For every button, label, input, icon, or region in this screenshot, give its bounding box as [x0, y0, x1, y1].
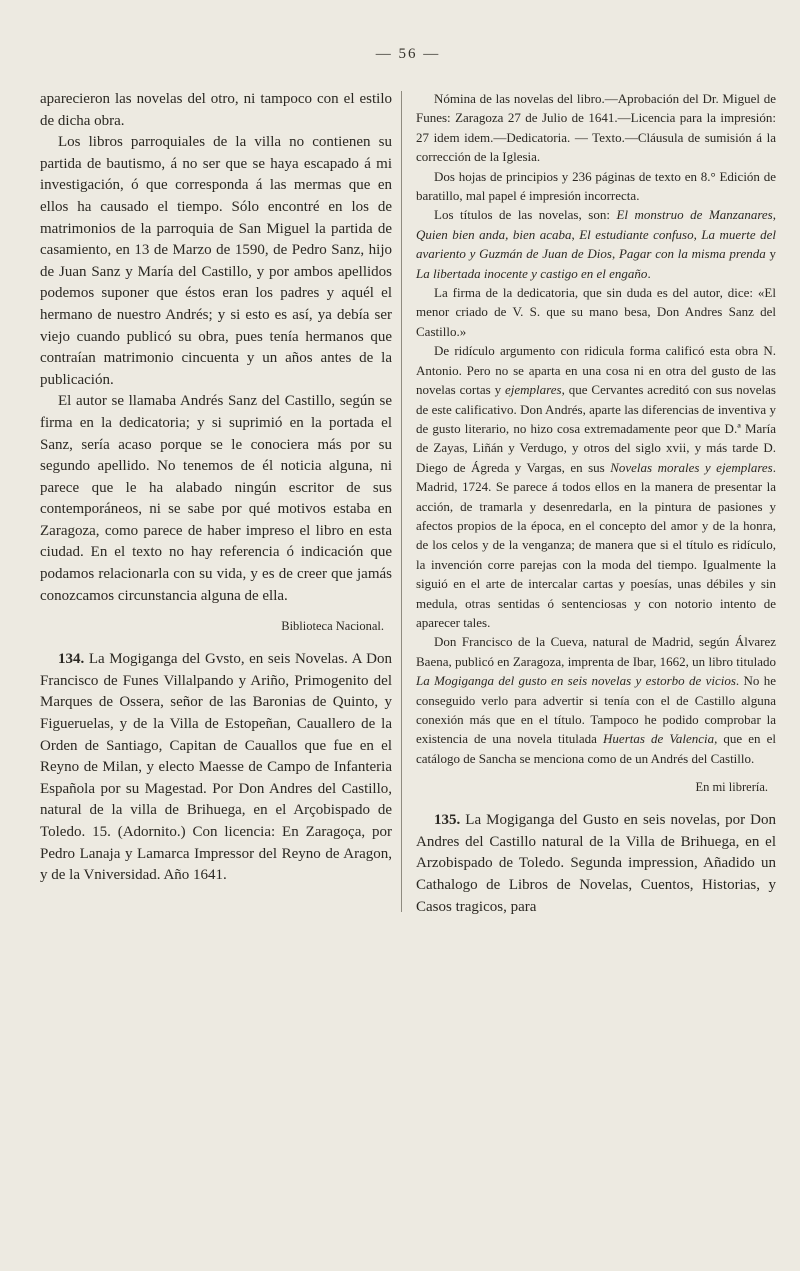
text-run: La libertada inocente y castigo en el engaño: [416, 265, 648, 281]
source-credit: [40, 617, 392, 635]
text-run: . Madrid, 1724. Se parece á todos ellos en la manera de presentar la acción, de tramarla y desenredarla, en la pintura de pasiones y afectos propios de la época, en el concepto del amor y de la honra, de los celos y de la venganza; de manera que si el título es ridículo, la invención corre parejas con la moda del tiempo. Igualmente la siguió en el arte de intercalar cartas y poesías, unas débiles y sin medula, otras sentidas ó sentenciosas y con notorio intento de aparecer tales.: [416, 459, 776, 630]
two-column-text-block: [40, 89, 776, 918]
text-run: En mi librería.: [695, 780, 768, 795]
text-run: ,: [772, 207, 776, 223]
text-run: La Mogiganga del gusto en seis novelas y estorbo de vicios: [416, 673, 736, 689]
text-run: Los libros parroquiales de la villa no contienen su partida de bautismo, á no ser que se haya escapado á mi investigación, ó que corresponda á las mermas que en ellos ha causado el tiempo. Sólo encontré en los de matrimonios de la parroquia de San Miguel la partida de casamiento, en 13 de Marzo de 1590, de Pedro Sanz, hijo de Juan Sanz y María del Castillo, y por ambos apellidos podemos suponer que éstos eran los padres y aquél el hermano de nuestro Andrés; y si esto es así, ya debía ser viejo cuando publicó su obra, pues tenía hermanos que contraían matrimonio cincuenta y un años antes de la publicación.: [40, 134, 392, 388]
left-column: [40, 89, 392, 918]
text-run: Pagar con la misma prenda: [618, 246, 766, 262]
text-run: y: [765, 246, 777, 262]
text-run: Novelas morales y ejemplares: [610, 459, 773, 475]
paragraph: [416, 283, 776, 341]
text-run: La muerte del avariento y Guzmán de Juan de Dios: [416, 226, 776, 262]
text-run: Don Francisco de la Cueva, natural de Madrid, según Álvarez Baena, publicó en Zaragoza, imprenta de Ibar, 1662, un libro titulado: [416, 634, 776, 669]
paragraph: [416, 632, 776, 768]
text-run: .: [647, 265, 651, 281]
text-run: El monstruo de Manzanares: [616, 207, 773, 223]
paragraph: [40, 391, 392, 607]
entry-number: 134.: [58, 651, 85, 668]
page-number: — 56 —: [375, 46, 441, 62]
paragraph: [416, 205, 776, 283]
text-run: La Mogiganga del Gvsto, en seis Novelas. A Don Francisco de Funes Villalpando y Ariño, Primogenito del Marques de Ossera, señor de las Baronias de Quinto, y Figueruelas, y de la Villa de Estopeñan, Cauallero de la Orden de Santiago, Capitan de Cauallos que fue en el Reyno de Milan, y electo Maesse de Campo de Infanteria Española por su Magestad. Por Don Andres del Castillo, natural de la villa de Brihuega, en el Arçobispado de Toledo. 15. (Adornito.) Con licencia: En Zaragoça, por Pedro Lanaja y Lamarca Impressor del Reyno de Aragon, y de la Vniversidad. Año 1641.: [40, 651, 392, 884]
text-run: ,: [693, 226, 702, 242]
right-column: [402, 89, 776, 918]
paragraph: [416, 89, 776, 167]
text-run: ,: [571, 226, 580, 242]
text-run: Nómina de las novelas del libro.—Aprobación del Dr. Miguel de Funes: Zaragoza 27 de Julio de 1641.—Licencia para la impresión: 27 idem idem.—Dedicatoria. — Texto.—Cláusula de sumisión á la corrección de la Iglesia.: [416, 91, 776, 165]
paragraph: [40, 89, 392, 132]
text-run: ejemplares: [505, 382, 562, 398]
text-run: ,: [611, 246, 619, 262]
text-run: El autor se llamaba Andrés Sanz del Castillo, según se firma en la dedicatoria; y si suprimió en la portada el Sanz, sería acaso porque se le conociera más por su segundo apellido. No tenemos de él noticia alguna, ni parece que le ha alabado ningún escritor de sus contemporáneos, ni se sabe por qué motivos estaba en Zaragoza, como parece de haber impreso el libro en esta ciudad. En el texto no hay referencia ó indicación que podamos relacionarla con su vida, y es de creer que jamás conozcamos circunstancia alguna de ella.: [40, 393, 392, 604]
text-run: , que en el catálogo de Sancha se menciona como de un Andrés del Castillo.: [416, 731, 777, 766]
text-run: . No he conseguido verlo para advertir si tenía con el de Castillo alguna conexión más que en el título. Tampoco he podido comprobar la existencia de una novela titulada: [416, 673, 776, 747]
text-run: La Mogiganga del Gusto en seis novelas, por Don Andres del Castillo natural de la Villa de Brihuega, en el Arzobispado de Toledo. Segunda impression, Añadido un Cathalogo de Libros de Novelas, Cuentos, Historias, y Casos tragicos, para: [416, 812, 776, 915]
text-run: Dos hojas de principios y 236 páginas de texto en 8.° Edición de baratillo, mal papel é impresión incorrecta.: [416, 168, 776, 204]
paragraph: [416, 341, 776, 632]
catalog-entry: [40, 649, 392, 887]
text-run: Los títulos de las novelas, son:: [434, 207, 617, 223]
text-run: El estudiante confuso: [579, 226, 694, 242]
paragraph: [40, 132, 392, 391]
text-run: , que Cervantes acreditó con sus novelas de este calificativo. Don Andrés, aparte las diferencias de inventiva y de gusto literario, no hizo cosa extremadamente peor que D.ª María de Zayas, Liñán y Verdugo, y otros del siglo xvii, y más tarde D. Diego de Ágreda y Vargas, en sus: [416, 382, 776, 475]
paragraph: [416, 167, 776, 206]
text-run: aparecieron las novelas del otro, ni tampoco con el estilo de dicha obra.: [40, 91, 392, 129]
text-run: Quien bien anda, bien acaba: [416, 226, 572, 242]
entry-number: 135.: [434, 812, 461, 829]
source-credit: [416, 778, 776, 796]
text-run: Biblioteca Nacional.: [281, 619, 384, 634]
text-run: La firma de la dedicatoria, que sin duda es del autor, dice: «El menor criado de V. S. que su mano besa, Don Andres Sanz del Castillo.»: [416, 285, 776, 339]
text-run: De ridículo argumento con ridicula forma calificó esta obra N. Antonio. Pero no se aparta en una cosa ni en otra del gusto de las novelas cortas y: [416, 343, 776, 398]
text-run: Huertas de Valencia: [603, 731, 715, 747]
catalog-entry: [416, 810, 776, 918]
